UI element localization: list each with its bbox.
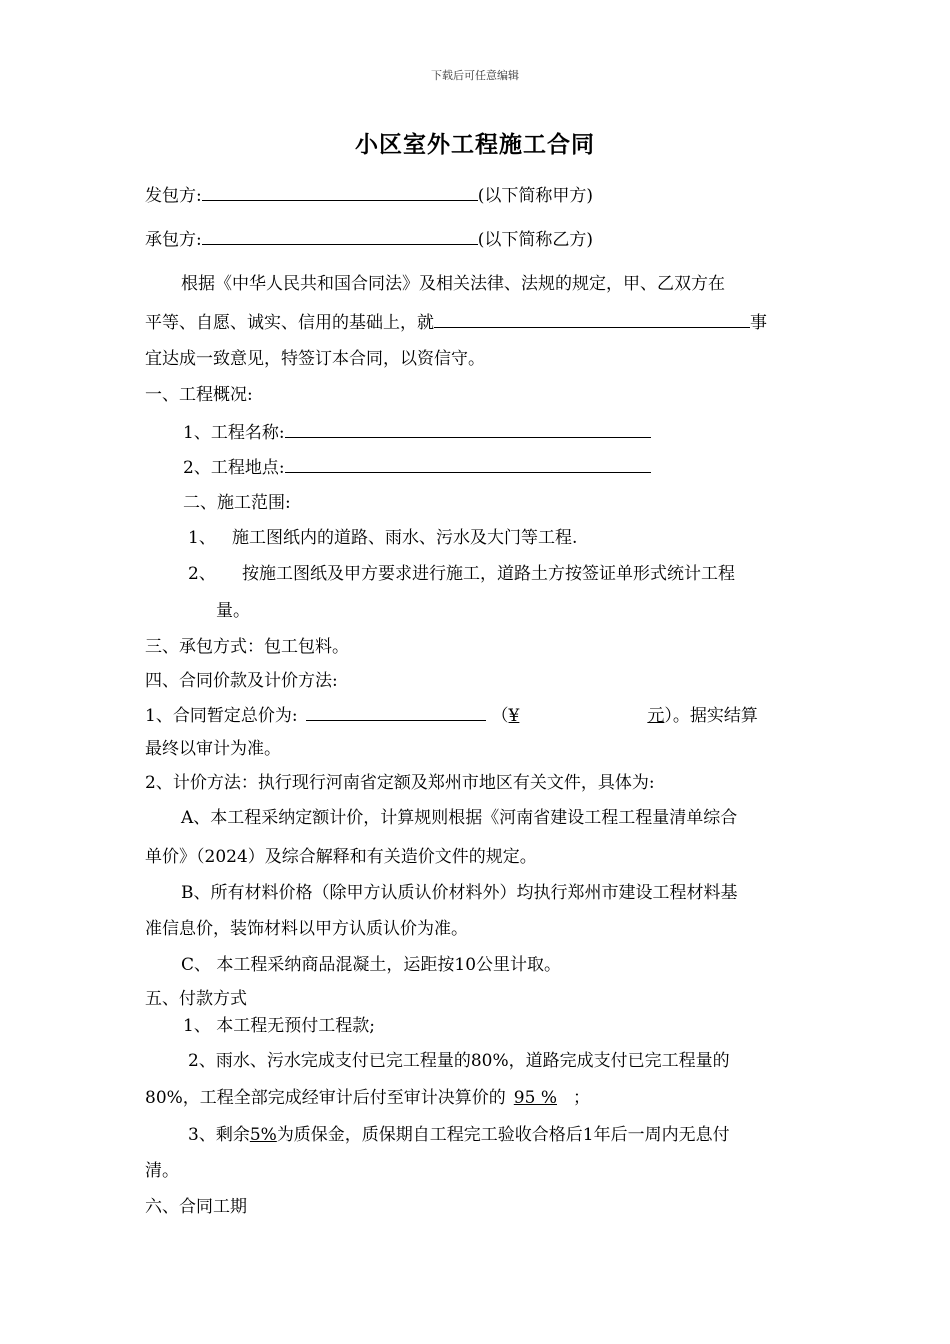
section-1-heading: 一、工程概况: [145, 385, 253, 405]
scope-item-1: 施工图纸内的道路、雨水、污水及大门等工程. [232, 528, 578, 548]
payment-item-2-line-2 [145, 1087, 590, 1109]
party-a-suffix: (以下简称甲方) [477, 186, 593, 206]
scope-item-2-num: 2、 [188, 564, 216, 584]
payment-item-2-line-1: 2、雨水、污水完成支付已完工程量的80%，道路完成支付已完工程量的 [188, 1051, 730, 1071]
payment-item-3-line-1 [188, 1124, 730, 1146]
scope-item-2-line-2: 量。 [216, 601, 250, 621]
price-currency-field[interactable] [509, 706, 665, 726]
party-a-line [145, 184, 593, 207]
project-name-label: 1、工程名称: [183, 423, 285, 443]
project-name-blank[interactable] [285, 421, 651, 438]
payment-item-2-end: ； [573, 1088, 590, 1108]
section-2-heading: 二、施工范围: [183, 493, 291, 513]
section-5-heading: 五、付款方式 [145, 989, 247, 1009]
section-6-heading: 六、合同工期 [145, 1197, 247, 1217]
party-b-suffix: (以下简称乙方) [477, 230, 593, 250]
pricing-c-line: C、 本工程采纳商品混凝土，运距按10公里计取。 [181, 955, 562, 975]
payment-item-3-line-2: 清。 [145, 1161, 179, 1181]
project-name-line [183, 421, 651, 444]
document-title: 小区室外工程施工合同 [355, 131, 595, 158]
party-b-label: 承包方: [145, 230, 202, 250]
payment-item-3-rest: 为质保金，质保期自工程完工验收合格后1年后一周内无息付 [276, 1125, 730, 1145]
preamble-line-3: 宜达成一致意见，特签订本合同，以资信守。 [145, 349, 485, 369]
section-4-heading: 四、合同价款及计价方法: [145, 671, 338, 691]
price-after: ）。据实结算 [664, 706, 758, 726]
contract-price-line-2: 最终以审计为准。 [145, 739, 281, 759]
preamble-line-1: 根据《中华人民共和国合同法》及相关法律、法规的规定，甲、乙双方在 [181, 274, 725, 294]
preamble-line-2 [145, 311, 767, 334]
price-currency: ¥ [508, 706, 520, 726]
project-location-label: 2、工程地点: [183, 458, 285, 478]
matter-blank[interactable] [434, 311, 750, 328]
payment-item-1: 1、 本工程无预付工程款; [183, 1016, 375, 1036]
price-paren-open: （ [491, 706, 509, 726]
scope-item-1-num: 1、 [188, 528, 216, 548]
final-payment-percent[interactable]: 95 % [513, 1088, 557, 1108]
payment-item-3-text: 3、剩余 [188, 1125, 250, 1145]
section-3-heading: 三、承包方式：包工包料。 [145, 637, 349, 657]
retention-percent[interactable]: 5% [249, 1125, 277, 1145]
party-b-blank[interactable] [202, 228, 478, 245]
contract-price-line [145, 704, 758, 727]
pricing-method: 2、计价方法：执行现行河南省定额及郑州市地区有关文件，具体为: [145, 773, 655, 793]
page-header-note: 下载后可任意编辑 [431, 69, 519, 82]
contract-price-blank[interactable] [306, 704, 486, 721]
pricing-a-line-1: A、本工程采纳定额计价，计算规则根据《河南省建设工程工程量清单综合 [181, 808, 738, 828]
payment-item-2-text: 80%，工程全部完成经审计后付至审计决算价的 [145, 1088, 506, 1108]
party-a-blank[interactable] [202, 184, 478, 201]
party-b-line [145, 228, 593, 251]
project-location-line [183, 456, 651, 479]
pricing-b-line-1: B、所有材料价格（除甲方认质认价材料外）均执行郑州市建设工程材料基 [181, 883, 738, 903]
preamble-line-2-text: 平等、自愿、诚实、信用的基础上，就 [145, 313, 434, 333]
scope-item-2-line-1: 按施工图纸及甲方要求进行施工，道路土方按签证单形式统计工程 [242, 564, 735, 584]
pricing-a-line-2: 单价》（2024）及综合解释和有关造价文件的规定。 [145, 847, 537, 867]
contract-price-label: 1、合同暂定总价为: [145, 706, 298, 726]
preamble-line-2-end: 事 [750, 313, 767, 333]
project-location-blank[interactable] [285, 456, 651, 473]
pricing-b-line-2: 准信息价，装饰材料以甲方认质认价为准。 [145, 919, 468, 939]
party-a-label: 发包方: [145, 186, 202, 206]
price-unit: 元 [647, 706, 665, 726]
